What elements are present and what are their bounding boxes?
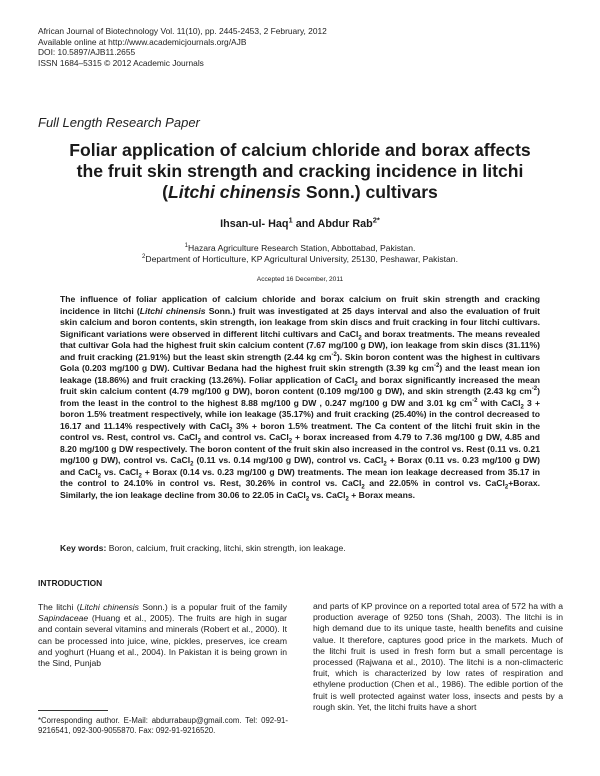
title-line-1: Foliar application of calcium chloride and borax affects <box>69 140 531 160</box>
journal-header <box>38 26 327 68</box>
intro-left-column: The litchi (Litchi chinensis Sonn.) is a popular fruit of the family Sapindaceae (Huang et al., 2005). The fruits are high in sugar and contain several vitamins and minerals (Robert et al., 2000). It can be processed into juice, wine, pickles, preserves, ice cream and yoghurt (Huang et al., 2004). In Pakistan it is being grown in the Sind, Punjab <box>38 602 288 669</box>
intro-right-column: and parts of KP province on a reported total area of 572 ha with a production average of 9250 tons (Shah, 2003). The litchi is in high demand due to its unique taste, health benefits and cuisine value. It therefore, captures good price in the markets. Much of the litchi fruit is used in fresh form but a small percentage is processed (Rajwana et al., 2010). The litchi is a non-climacteric fruit, which is characterized by low rates of respiration and ethylene production (Chen et al., 1986). The edible portion of the fruit is well protected against water loss, insects and pests by a rough skin. Yet, the litchi fruits have a short <box>313 601 563 712</box>
keywords-text: Boron, calcium, fruit cracking, litchi, skin strength, ion leakage. <box>106 543 346 553</box>
keywords <box>60 543 540 553</box>
online-availability: Available online at http://www.academicjournals.org/AJB <box>38 36 247 47</box>
accepted-date: Accepted 16 December, 2011 <box>256 276 344 283</box>
author-1: Ihsan-ul- Haq <box>220 218 289 230</box>
affiliation-1: $^1$Hazara Agriculture Research Station, Abbottabad, Pakistan. <box>184 243 416 253</box>
keywords-label: Key words: <box>60 543 107 553</box>
corresponding-author-footnote: *Corresponding author. E-Mail: abdurrabaup@gmail.com. Tel: 092-91-9216541, 092-300-9055870. Fax: 092-91-9216520. <box>38 716 288 735</box>
affiliations <box>40 243 560 265</box>
title-line-2: the fruit skin strength and cracking incidence in litchi <box>76 161 524 181</box>
journal-citation: African Journal of Biotechnology Vol. 11(10), pp. 2445-2453, 2 February, 2012 <box>38 26 327 36</box>
affiliation-2: $^2$Department of Horticulture, KP Agricultural University, 25130, Peshawar, Pakistan. <box>142 254 458 264</box>
abstract: The influence of foliar application of calcium chloride and borax calcium on fruit skin strength and cracking incidence in litchi (Litchi chinensis Sonn.) fruit was investigated at 25 days interval and also the evaluation of fruit skin calcium and boron contents, skin strength, ion leakage from skin discs and fruit cracking in four litchi cultivars. Significant variations were observed in different litchi cultivars and CaCl$_2$ and borax treatments. The means revealed that cultivar Gola had the highest fruit skin calcium content (7.67 mg/100 g DW), ion leakage from skin discs (31.11%) and fruit cracking (21.91%) but the least skin strength (2.44 kg $cm^{-2}$). Skin boron content was the highest in cultivars Gola (0.203 mg/100 g DW). Cultivar Bedana had the highest fruit skin strength (3.39 kg $cm^{-2}$) and the least mean ion leakage (18.86%) and fruit cracking (13.26%). Foliar application of CaCl$_2$ and borax significantly increased the mean fruit skin calcium content (4.79 mg/100 g DW), boron content (0.109 mg/100 g DW), and skin strength (2.43 kg $cm^{-2}$) from the least in the control to the highest 8.88 mg/100 g DW , 0.247 mg/100 g DW and 3.01 kg $cm^{-2}$ with CaCl$_2$ 3 + boron 1.5% treatment respectively, while ion leakage (35.17%) and fruit cracking (25.40%) in the control decreased to 16.17 and 11.14% respectively with CaCl$_2$ 3% + boron 1.5% treatment. The Ca content of the litchi fruit skin in the control vs. Rest, control vs. CaCl$_2$ and control vs. CaCl$_2$ + borax increased from 4.79 to 7.36 mg/100 g DW, 4.85 and 8.20 mg/100 g DW respectively. The boron content of the fruit skin also increased in the control vs. Rest (0.11 vs. 0.21 mg/100 g DW), control vs. CaCl$_2$ (0.11 vs. 0.14 mg/100 g DW), control vs. CaCl$_2$ + Borax (0.11 vs. 0.23 mg/100 g DW) and CaCl$_2$ vs. CaCl$_2$ + Borax (0.14 vs. 0.23 mg/100 g DW) treatments. The mean ion leakage decreased from 35.17 in the control to 24.10% in control vs. Rest, 30.26% in control vs. CaCl$_2$ and 22.05% in control vs. CaCl$_2$+Borax. Similarly, the ion leakage decline from 30.06 to 22.05 in CaCl$_2$ vs. CaCl$_2$ + Borax means. <box>60 294 540 503</box>
paper-title <box>40 140 560 203</box>
footnote-divider <box>38 710 108 711</box>
section-heading-introduction: INTRODUCTION <box>38 578 103 588</box>
issn: ISSN 1684–5315 © 2012 Academic Journals <box>38 57 204 68</box>
author-2: Abdur Rab <box>317 218 373 230</box>
paper-type: Full Length Research Paper <box>38 115 200 130</box>
title-line-3: (Litchi chinensis Sonn.) cultivars <box>162 182 438 202</box>
authors: Ihsan-ul- Haq$^1$ and Abdur Rab$^{2*}$ <box>220 215 380 230</box>
doi: DOI: 10.5897/AJB11.2655 <box>38 47 136 58</box>
